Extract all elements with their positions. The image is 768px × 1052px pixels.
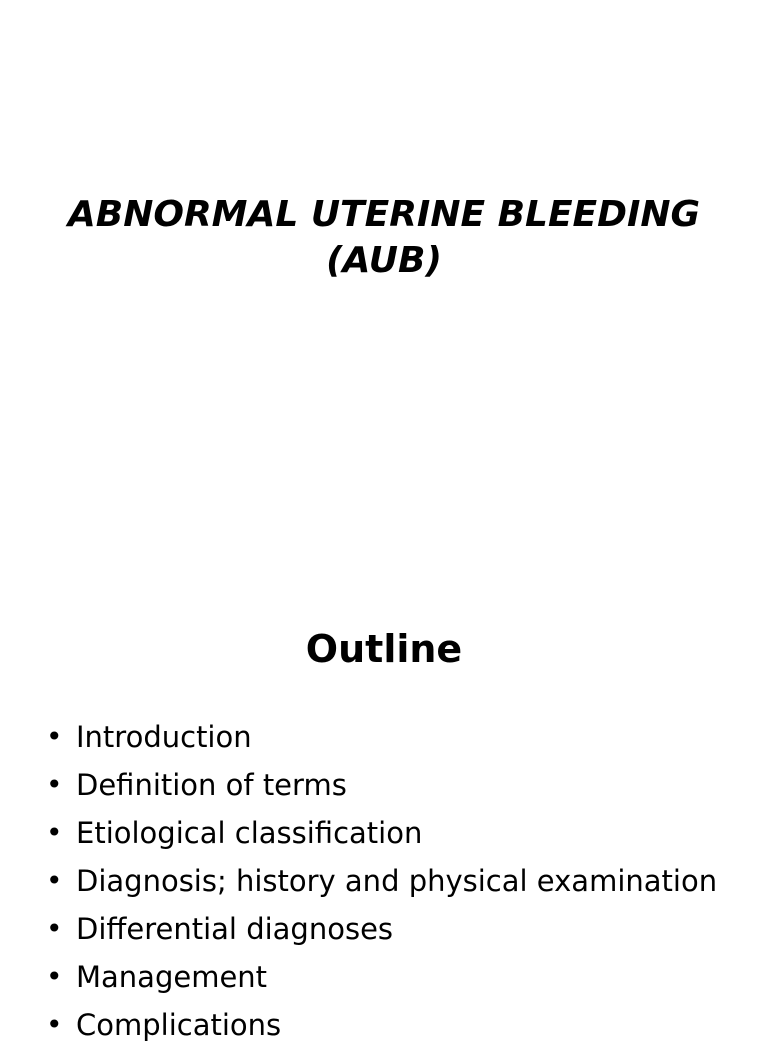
list-item-text: Management [76,960,268,994]
list-item-text: Complications [76,1008,282,1042]
bullet-icon: • [46,864,63,897]
list-item [46,908,717,956]
list-item [46,1004,717,1052]
list-item [46,716,717,764]
bullet-icon: • [46,768,63,801]
bullet-icon: • [46,720,63,753]
list-item [46,812,717,860]
list-item-text: Definition of terms [76,768,347,802]
list-item [46,764,717,812]
bullet-icon: • [46,960,63,993]
list-item-text: Etiological classification [76,816,423,850]
list-item-text: Introduction [76,720,252,754]
outline-heading: Outline [305,627,463,671]
slide-title-line-2: (AUB) [326,240,442,281]
list-item-text: Differential diagnoses [76,912,394,946]
slide-title-line-1: ABNORMAL UTERINE BLEEDING [67,194,701,235]
bullet-icon: • [46,912,63,945]
outline-slide [0,576,768,1042]
list-item [46,956,717,1004]
bullet-icon: • [46,816,63,849]
slide-title [0,192,768,284]
list-item [46,860,717,908]
bullet-icon: • [46,1008,63,1041]
list-item-text: Diagnosis; history and physical examination [76,864,718,898]
outline-list [46,716,717,1052]
